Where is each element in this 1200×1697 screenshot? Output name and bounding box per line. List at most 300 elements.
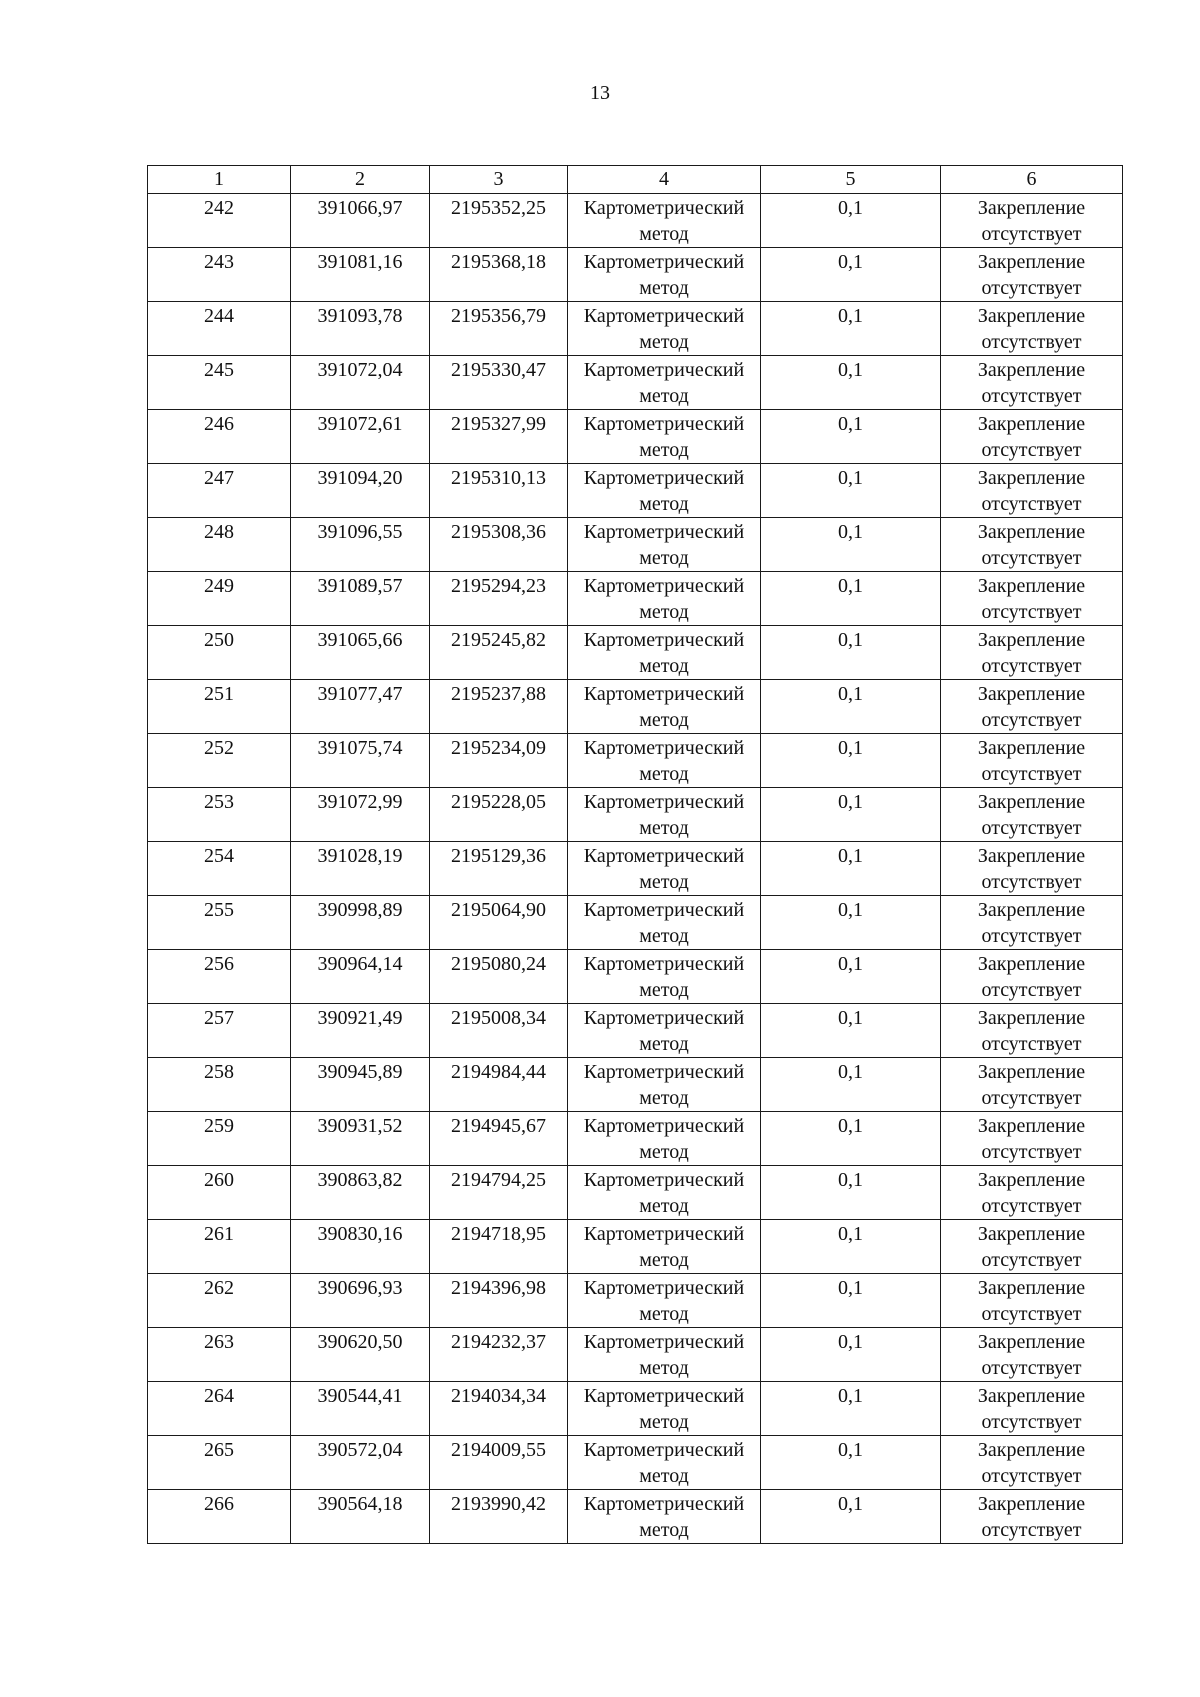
marking-cell bbox=[941, 194, 1123, 248]
y-coordinate-cell bbox=[430, 1112, 568, 1166]
cell-text: 250 bbox=[204, 629, 234, 651]
method-cell bbox=[568, 572, 761, 626]
cell-text: Картометрический метод bbox=[583, 1115, 745, 1163]
cell-text: Картометрический метод bbox=[583, 197, 745, 245]
point-number-cell bbox=[148, 680, 291, 734]
accuracy-cell bbox=[761, 572, 941, 626]
method-cell bbox=[568, 1382, 761, 1436]
cell-text: 390945,89 bbox=[317, 1061, 403, 1083]
accuracy-cell bbox=[761, 356, 941, 410]
x-coordinate-cell bbox=[291, 1058, 430, 1112]
cell-text: 391065,66 bbox=[317, 629, 403, 651]
cell-text: 0,1 bbox=[838, 413, 863, 435]
marking-cell bbox=[941, 410, 1123, 464]
cell-text: 0,1 bbox=[838, 305, 863, 327]
table-row bbox=[148, 788, 1123, 842]
table-row bbox=[148, 1058, 1123, 1112]
cell-text: 2195356,79 bbox=[451, 305, 546, 327]
table-row bbox=[148, 1382, 1123, 1436]
cell-text: Картометрический метод bbox=[583, 683, 745, 731]
cell-text: 244 bbox=[204, 305, 234, 327]
table-row bbox=[148, 464, 1123, 518]
x-coordinate-cell bbox=[291, 1328, 430, 1382]
column-header: 3 bbox=[430, 166, 568, 194]
accuracy-cell bbox=[761, 1220, 941, 1274]
x-coordinate-cell bbox=[291, 1436, 430, 1490]
cell-text: Картометрический метод bbox=[583, 359, 745, 407]
marking-cell bbox=[941, 788, 1123, 842]
point-number-cell bbox=[148, 572, 291, 626]
x-coordinate-cell bbox=[291, 626, 430, 680]
y-coordinate-cell bbox=[430, 302, 568, 356]
cell-text: 391093,78 bbox=[317, 305, 403, 327]
cell-text: 2195234,09 bbox=[451, 737, 546, 759]
cell-text: 2194009,55 bbox=[451, 1439, 546, 1461]
cell-text: 390964,14 bbox=[317, 953, 403, 975]
y-coordinate-cell bbox=[430, 1220, 568, 1274]
marking-cell bbox=[941, 896, 1123, 950]
cell-text: 266 bbox=[204, 1493, 234, 1515]
cell-text: 2195310,13 bbox=[451, 467, 546, 489]
method-cell bbox=[568, 950, 761, 1004]
method-cell bbox=[568, 302, 761, 356]
table-row bbox=[148, 572, 1123, 626]
table-row bbox=[148, 1112, 1123, 1166]
cell-text: 259 bbox=[204, 1115, 234, 1137]
cell-text: 0,1 bbox=[838, 1277, 863, 1299]
cell-text: Закрепление отсутствует bbox=[977, 1223, 1086, 1271]
x-coordinate-cell bbox=[291, 1166, 430, 1220]
cell-text: Закрепление отсутствует bbox=[977, 791, 1086, 839]
point-number-cell bbox=[148, 1490, 291, 1544]
marking-cell bbox=[941, 248, 1123, 302]
cell-text: Картометрический метод bbox=[583, 467, 745, 515]
coordinates-table bbox=[147, 165, 1123, 1544]
point-number-cell bbox=[148, 1220, 291, 1274]
accuracy-cell bbox=[761, 1004, 941, 1058]
marking-cell bbox=[941, 1112, 1123, 1166]
cell-text: 260 bbox=[204, 1169, 234, 1191]
x-coordinate-cell bbox=[291, 302, 430, 356]
cell-text: 390830,16 bbox=[317, 1223, 403, 1245]
cell-text: 262 bbox=[204, 1277, 234, 1299]
cell-text: 255 bbox=[204, 899, 234, 921]
point-number-cell bbox=[148, 1166, 291, 1220]
cell-text: Картометрический метод bbox=[583, 1331, 745, 1379]
x-coordinate-cell bbox=[291, 680, 430, 734]
point-number-cell bbox=[148, 248, 291, 302]
cell-text: 2195308,36 bbox=[451, 521, 546, 543]
marking-cell bbox=[941, 842, 1123, 896]
y-coordinate-cell bbox=[430, 1274, 568, 1328]
cell-text: 390544,41 bbox=[317, 1385, 403, 1407]
cell-text: 0,1 bbox=[838, 467, 863, 489]
cell-text: 2195330,47 bbox=[451, 359, 546, 381]
cell-text: 0,1 bbox=[838, 1115, 863, 1137]
y-coordinate-cell bbox=[430, 1166, 568, 1220]
cell-text: Закрепление отсутствует bbox=[977, 413, 1086, 461]
accuracy-cell bbox=[761, 248, 941, 302]
cell-text: Картометрический метод bbox=[583, 899, 745, 947]
y-coordinate-cell bbox=[430, 1328, 568, 1382]
header-row bbox=[148, 166, 1123, 194]
cell-text: 391094,20 bbox=[317, 467, 403, 489]
method-cell bbox=[568, 518, 761, 572]
cell-text: 390572,04 bbox=[317, 1439, 403, 1461]
cell-text: Картометрический метод bbox=[583, 1223, 745, 1271]
x-coordinate-cell bbox=[291, 248, 430, 302]
method-cell bbox=[568, 194, 761, 248]
marking-cell bbox=[941, 1274, 1123, 1328]
cell-text: 0,1 bbox=[838, 1223, 863, 1245]
cell-text: 391081,16 bbox=[317, 251, 403, 273]
cell-text: 0,1 bbox=[838, 629, 863, 651]
cell-text: 2195352,25 bbox=[451, 197, 546, 219]
accuracy-cell bbox=[761, 464, 941, 518]
cell-text: Закрепление отсутствует bbox=[977, 737, 1086, 785]
accuracy-cell bbox=[761, 518, 941, 572]
point-number-cell bbox=[148, 302, 291, 356]
x-coordinate-cell bbox=[291, 1274, 430, 1328]
cell-text: 391096,55 bbox=[317, 521, 403, 543]
method-cell bbox=[568, 788, 761, 842]
point-number-cell bbox=[148, 842, 291, 896]
cell-text: 2195228,05 bbox=[451, 791, 546, 813]
cell-text: Закрепление отсутствует bbox=[977, 899, 1086, 947]
x-coordinate-cell bbox=[291, 1220, 430, 1274]
marking-cell bbox=[941, 1220, 1123, 1274]
accuracy-cell bbox=[761, 1274, 941, 1328]
cell-text: Картометрический метод bbox=[583, 1439, 745, 1487]
cell-text: 391072,99 bbox=[317, 791, 403, 813]
marking-cell bbox=[941, 302, 1123, 356]
cell-text: Закрепление отсутствует bbox=[977, 953, 1086, 1001]
table-row bbox=[148, 356, 1123, 410]
x-coordinate-cell bbox=[291, 734, 430, 788]
cell-text: 391066,97 bbox=[317, 197, 403, 219]
cell-text: 2195245,82 bbox=[451, 629, 546, 651]
marking-cell bbox=[941, 680, 1123, 734]
table-row bbox=[148, 1436, 1123, 1490]
cell-text: Закрепление отсутствует bbox=[977, 1385, 1086, 1433]
table-row bbox=[148, 896, 1123, 950]
cell-text: 0,1 bbox=[838, 737, 863, 759]
cell-text: 0,1 bbox=[838, 791, 863, 813]
point-number-cell bbox=[148, 626, 291, 680]
point-number-cell bbox=[148, 356, 291, 410]
cell-text: 391089,57 bbox=[317, 575, 403, 597]
accuracy-cell bbox=[761, 1436, 941, 1490]
table-row bbox=[148, 626, 1123, 680]
method-cell bbox=[568, 1112, 761, 1166]
cell-text: 390620,50 bbox=[317, 1331, 403, 1353]
y-coordinate-cell bbox=[430, 1436, 568, 1490]
cell-text: 264 bbox=[204, 1385, 234, 1407]
cell-text: 2193990,42 bbox=[451, 1493, 546, 1515]
point-number-cell bbox=[148, 734, 291, 788]
table-row bbox=[148, 302, 1123, 356]
column-header: 4 bbox=[568, 166, 761, 194]
cell-text: 2195368,18 bbox=[451, 251, 546, 273]
marking-cell bbox=[941, 734, 1123, 788]
method-cell bbox=[568, 1490, 761, 1544]
cell-text: 245 bbox=[204, 359, 234, 381]
cell-text: 0,1 bbox=[838, 251, 863, 273]
accuracy-cell bbox=[761, 302, 941, 356]
cell-text: 246 bbox=[204, 413, 234, 435]
cell-text: Закрепление отсутствует bbox=[977, 305, 1086, 353]
point-number-cell bbox=[148, 950, 291, 1004]
marking-cell bbox=[941, 572, 1123, 626]
accuracy-cell bbox=[761, 194, 941, 248]
accuracy-cell bbox=[761, 950, 941, 1004]
method-cell bbox=[568, 896, 761, 950]
cell-text: 2194984,44 bbox=[451, 1061, 546, 1083]
y-coordinate-cell bbox=[430, 734, 568, 788]
marking-cell bbox=[941, 1382, 1123, 1436]
cell-text: 2195080,24 bbox=[451, 953, 546, 975]
method-cell bbox=[568, 248, 761, 302]
accuracy-cell bbox=[761, 734, 941, 788]
cell-text: 0,1 bbox=[838, 1169, 863, 1191]
cell-text: 2195064,90 bbox=[451, 899, 546, 921]
cell-text: 247 bbox=[204, 467, 234, 489]
cell-text: 391077,47 bbox=[317, 683, 403, 705]
marking-cell bbox=[941, 464, 1123, 518]
cell-text: 248 bbox=[204, 521, 234, 543]
cell-text: 0,1 bbox=[838, 1331, 863, 1353]
column-header: 5 bbox=[761, 166, 941, 194]
cell-text: Картометрический метод bbox=[583, 1277, 745, 1325]
cell-text: 0,1 bbox=[838, 899, 863, 921]
y-coordinate-cell bbox=[430, 518, 568, 572]
point-number-cell bbox=[148, 518, 291, 572]
accuracy-cell bbox=[761, 788, 941, 842]
cell-text: Закрепление отсутствует bbox=[977, 1061, 1086, 1109]
cell-text: Закрепление отсутствует bbox=[977, 521, 1086, 569]
cell-text: 0,1 bbox=[838, 1385, 863, 1407]
cell-text: Картометрический метод bbox=[583, 953, 745, 1001]
cell-text: 256 bbox=[204, 953, 234, 975]
cell-text: Картометрический метод bbox=[583, 737, 745, 785]
method-cell bbox=[568, 626, 761, 680]
cell-text: 0,1 bbox=[838, 575, 863, 597]
cell-text: Картометрический метод bbox=[583, 575, 745, 623]
accuracy-cell bbox=[761, 1382, 941, 1436]
cell-text: Закрепление отсутствует bbox=[977, 845, 1086, 893]
method-cell bbox=[568, 1328, 761, 1382]
marking-cell bbox=[941, 356, 1123, 410]
point-number-cell bbox=[148, 1058, 291, 1112]
cell-text: Картометрический метод bbox=[583, 251, 745, 299]
y-coordinate-cell bbox=[430, 1004, 568, 1058]
y-coordinate-cell bbox=[430, 680, 568, 734]
column-header: 2 bbox=[291, 166, 430, 194]
x-coordinate-cell bbox=[291, 842, 430, 896]
cell-text: 0,1 bbox=[838, 359, 863, 381]
cell-text: Картометрический метод bbox=[583, 1169, 745, 1217]
cell-text: 249 bbox=[204, 575, 234, 597]
cell-text: 242 bbox=[204, 197, 234, 219]
accuracy-cell bbox=[761, 1058, 941, 1112]
cell-text: 2194396,98 bbox=[451, 1277, 546, 1299]
cell-text: 243 bbox=[204, 251, 234, 273]
cell-text: 257 bbox=[204, 1007, 234, 1029]
cell-text: Картометрический метод bbox=[583, 521, 745, 569]
accuracy-cell bbox=[761, 1490, 941, 1544]
point-number-cell bbox=[148, 1004, 291, 1058]
method-cell bbox=[568, 1274, 761, 1328]
cell-text: 390564,18 bbox=[317, 1493, 403, 1515]
cell-text: Закрепление отсутствует bbox=[977, 1115, 1086, 1163]
cell-text: Закрепление отсутствует bbox=[977, 575, 1086, 623]
method-cell bbox=[568, 1166, 761, 1220]
y-coordinate-cell bbox=[430, 464, 568, 518]
cell-text: 2195237,88 bbox=[451, 683, 546, 705]
x-coordinate-cell bbox=[291, 572, 430, 626]
cell-text: 0,1 bbox=[838, 1061, 863, 1083]
cell-text: 390998,89 bbox=[317, 899, 403, 921]
cell-text: Картометрический метод bbox=[583, 629, 745, 677]
cell-text: 2195008,34 bbox=[451, 1007, 546, 1029]
method-cell bbox=[568, 464, 761, 518]
cell-text: Закрепление отсутствует bbox=[977, 1493, 1086, 1541]
marking-cell bbox=[941, 1166, 1123, 1220]
table-row bbox=[148, 1328, 1123, 1382]
cell-text: 0,1 bbox=[838, 521, 863, 543]
cell-text: Закрепление отсутствует bbox=[977, 251, 1086, 299]
cell-text: 251 bbox=[204, 683, 234, 705]
cell-text: 258 bbox=[204, 1061, 234, 1083]
cell-text: 0,1 bbox=[838, 683, 863, 705]
cell-text: Картометрический метод bbox=[583, 413, 745, 461]
marking-cell bbox=[941, 1328, 1123, 1382]
method-cell bbox=[568, 734, 761, 788]
cell-text: Закрепление отсутствует bbox=[977, 467, 1086, 515]
marking-cell bbox=[941, 1436, 1123, 1490]
x-coordinate-cell bbox=[291, 356, 430, 410]
point-number-cell bbox=[148, 1328, 291, 1382]
cell-text: Закрепление отсутствует bbox=[977, 683, 1086, 731]
x-coordinate-cell bbox=[291, 518, 430, 572]
point-number-cell bbox=[148, 410, 291, 464]
cell-text: 390863,82 bbox=[317, 1169, 403, 1191]
x-coordinate-cell bbox=[291, 1004, 430, 1058]
cell-text: 265 bbox=[204, 1439, 234, 1461]
cell-text: 2195327,99 bbox=[451, 413, 546, 435]
column-header: 6 bbox=[941, 166, 1123, 194]
table-row bbox=[148, 1004, 1123, 1058]
cell-text: 2194794,25 bbox=[451, 1169, 546, 1191]
y-coordinate-cell bbox=[430, 788, 568, 842]
accuracy-cell bbox=[761, 626, 941, 680]
accuracy-cell bbox=[761, 1112, 941, 1166]
x-coordinate-cell bbox=[291, 896, 430, 950]
method-cell bbox=[568, 842, 761, 896]
cell-text: Закрепление отсутствует bbox=[977, 1439, 1086, 1487]
x-coordinate-cell bbox=[291, 950, 430, 1004]
method-cell bbox=[568, 1058, 761, 1112]
cell-text: 0,1 bbox=[838, 1493, 863, 1515]
point-number-cell bbox=[148, 1382, 291, 1436]
accuracy-cell bbox=[761, 1328, 941, 1382]
method-cell bbox=[568, 1436, 761, 1490]
marking-cell bbox=[941, 1490, 1123, 1544]
marking-cell bbox=[941, 518, 1123, 572]
cell-text: 254 bbox=[204, 845, 234, 867]
cell-text: 391072,04 bbox=[317, 359, 403, 381]
y-coordinate-cell bbox=[430, 896, 568, 950]
y-coordinate-cell bbox=[430, 248, 568, 302]
table-header bbox=[148, 166, 1123, 194]
cell-text: 2194718,95 bbox=[451, 1223, 546, 1245]
accuracy-cell bbox=[761, 1166, 941, 1220]
marking-cell bbox=[941, 950, 1123, 1004]
y-coordinate-cell bbox=[430, 950, 568, 1004]
cell-text: 390696,93 bbox=[317, 1277, 403, 1299]
accuracy-cell bbox=[761, 842, 941, 896]
cell-text: 2194232,37 bbox=[451, 1331, 546, 1353]
y-coordinate-cell bbox=[430, 1382, 568, 1436]
x-coordinate-cell bbox=[291, 1112, 430, 1166]
cell-text: Закрепление отсутствует bbox=[977, 1007, 1086, 1055]
table-row bbox=[148, 734, 1123, 788]
table-row bbox=[148, 1490, 1123, 1544]
page-number: 13 bbox=[590, 82, 610, 104]
cell-text: 2195129,36 bbox=[451, 845, 546, 867]
y-coordinate-cell bbox=[430, 1058, 568, 1112]
method-cell bbox=[568, 680, 761, 734]
point-number-cell bbox=[148, 896, 291, 950]
cell-text: Закрепление отсутствует bbox=[977, 1277, 1086, 1325]
cell-text: Картометрический метод bbox=[583, 305, 745, 353]
table-row bbox=[148, 248, 1123, 302]
table-row bbox=[148, 410, 1123, 464]
table-row bbox=[148, 1274, 1123, 1328]
cell-text: Картометрический метод bbox=[583, 1007, 745, 1055]
accuracy-cell bbox=[761, 896, 941, 950]
method-cell bbox=[568, 1004, 761, 1058]
y-coordinate-cell bbox=[430, 356, 568, 410]
accuracy-cell bbox=[761, 410, 941, 464]
cell-text: 2195294,23 bbox=[451, 575, 546, 597]
cell-text: Картометрический метод bbox=[583, 845, 745, 893]
accuracy-cell bbox=[761, 680, 941, 734]
cell-text: 252 bbox=[204, 737, 234, 759]
table-row bbox=[148, 1220, 1123, 1274]
cell-text: 390921,49 bbox=[317, 1007, 403, 1029]
cell-text: 261 bbox=[204, 1223, 234, 1245]
y-coordinate-cell bbox=[430, 410, 568, 464]
cell-text: Закрепление отсутствует bbox=[977, 1169, 1086, 1217]
cell-text: 0,1 bbox=[838, 1439, 863, 1461]
point-number-cell bbox=[148, 788, 291, 842]
method-cell bbox=[568, 410, 761, 464]
cell-text: 391075,74 bbox=[317, 737, 403, 759]
marking-cell bbox=[941, 1004, 1123, 1058]
table-body bbox=[148, 194, 1123, 1544]
point-number-cell bbox=[148, 1274, 291, 1328]
table-row bbox=[148, 950, 1123, 1004]
x-coordinate-cell bbox=[291, 1382, 430, 1436]
point-number-cell bbox=[148, 1112, 291, 1166]
cell-text: Картометрический метод bbox=[583, 791, 745, 839]
cell-text: 253 bbox=[204, 791, 234, 813]
cell-text: Закрепление отсутствует bbox=[977, 197, 1086, 245]
y-coordinate-cell bbox=[430, 572, 568, 626]
y-coordinate-cell bbox=[430, 194, 568, 248]
cell-text: Картометрический метод bbox=[583, 1385, 745, 1433]
